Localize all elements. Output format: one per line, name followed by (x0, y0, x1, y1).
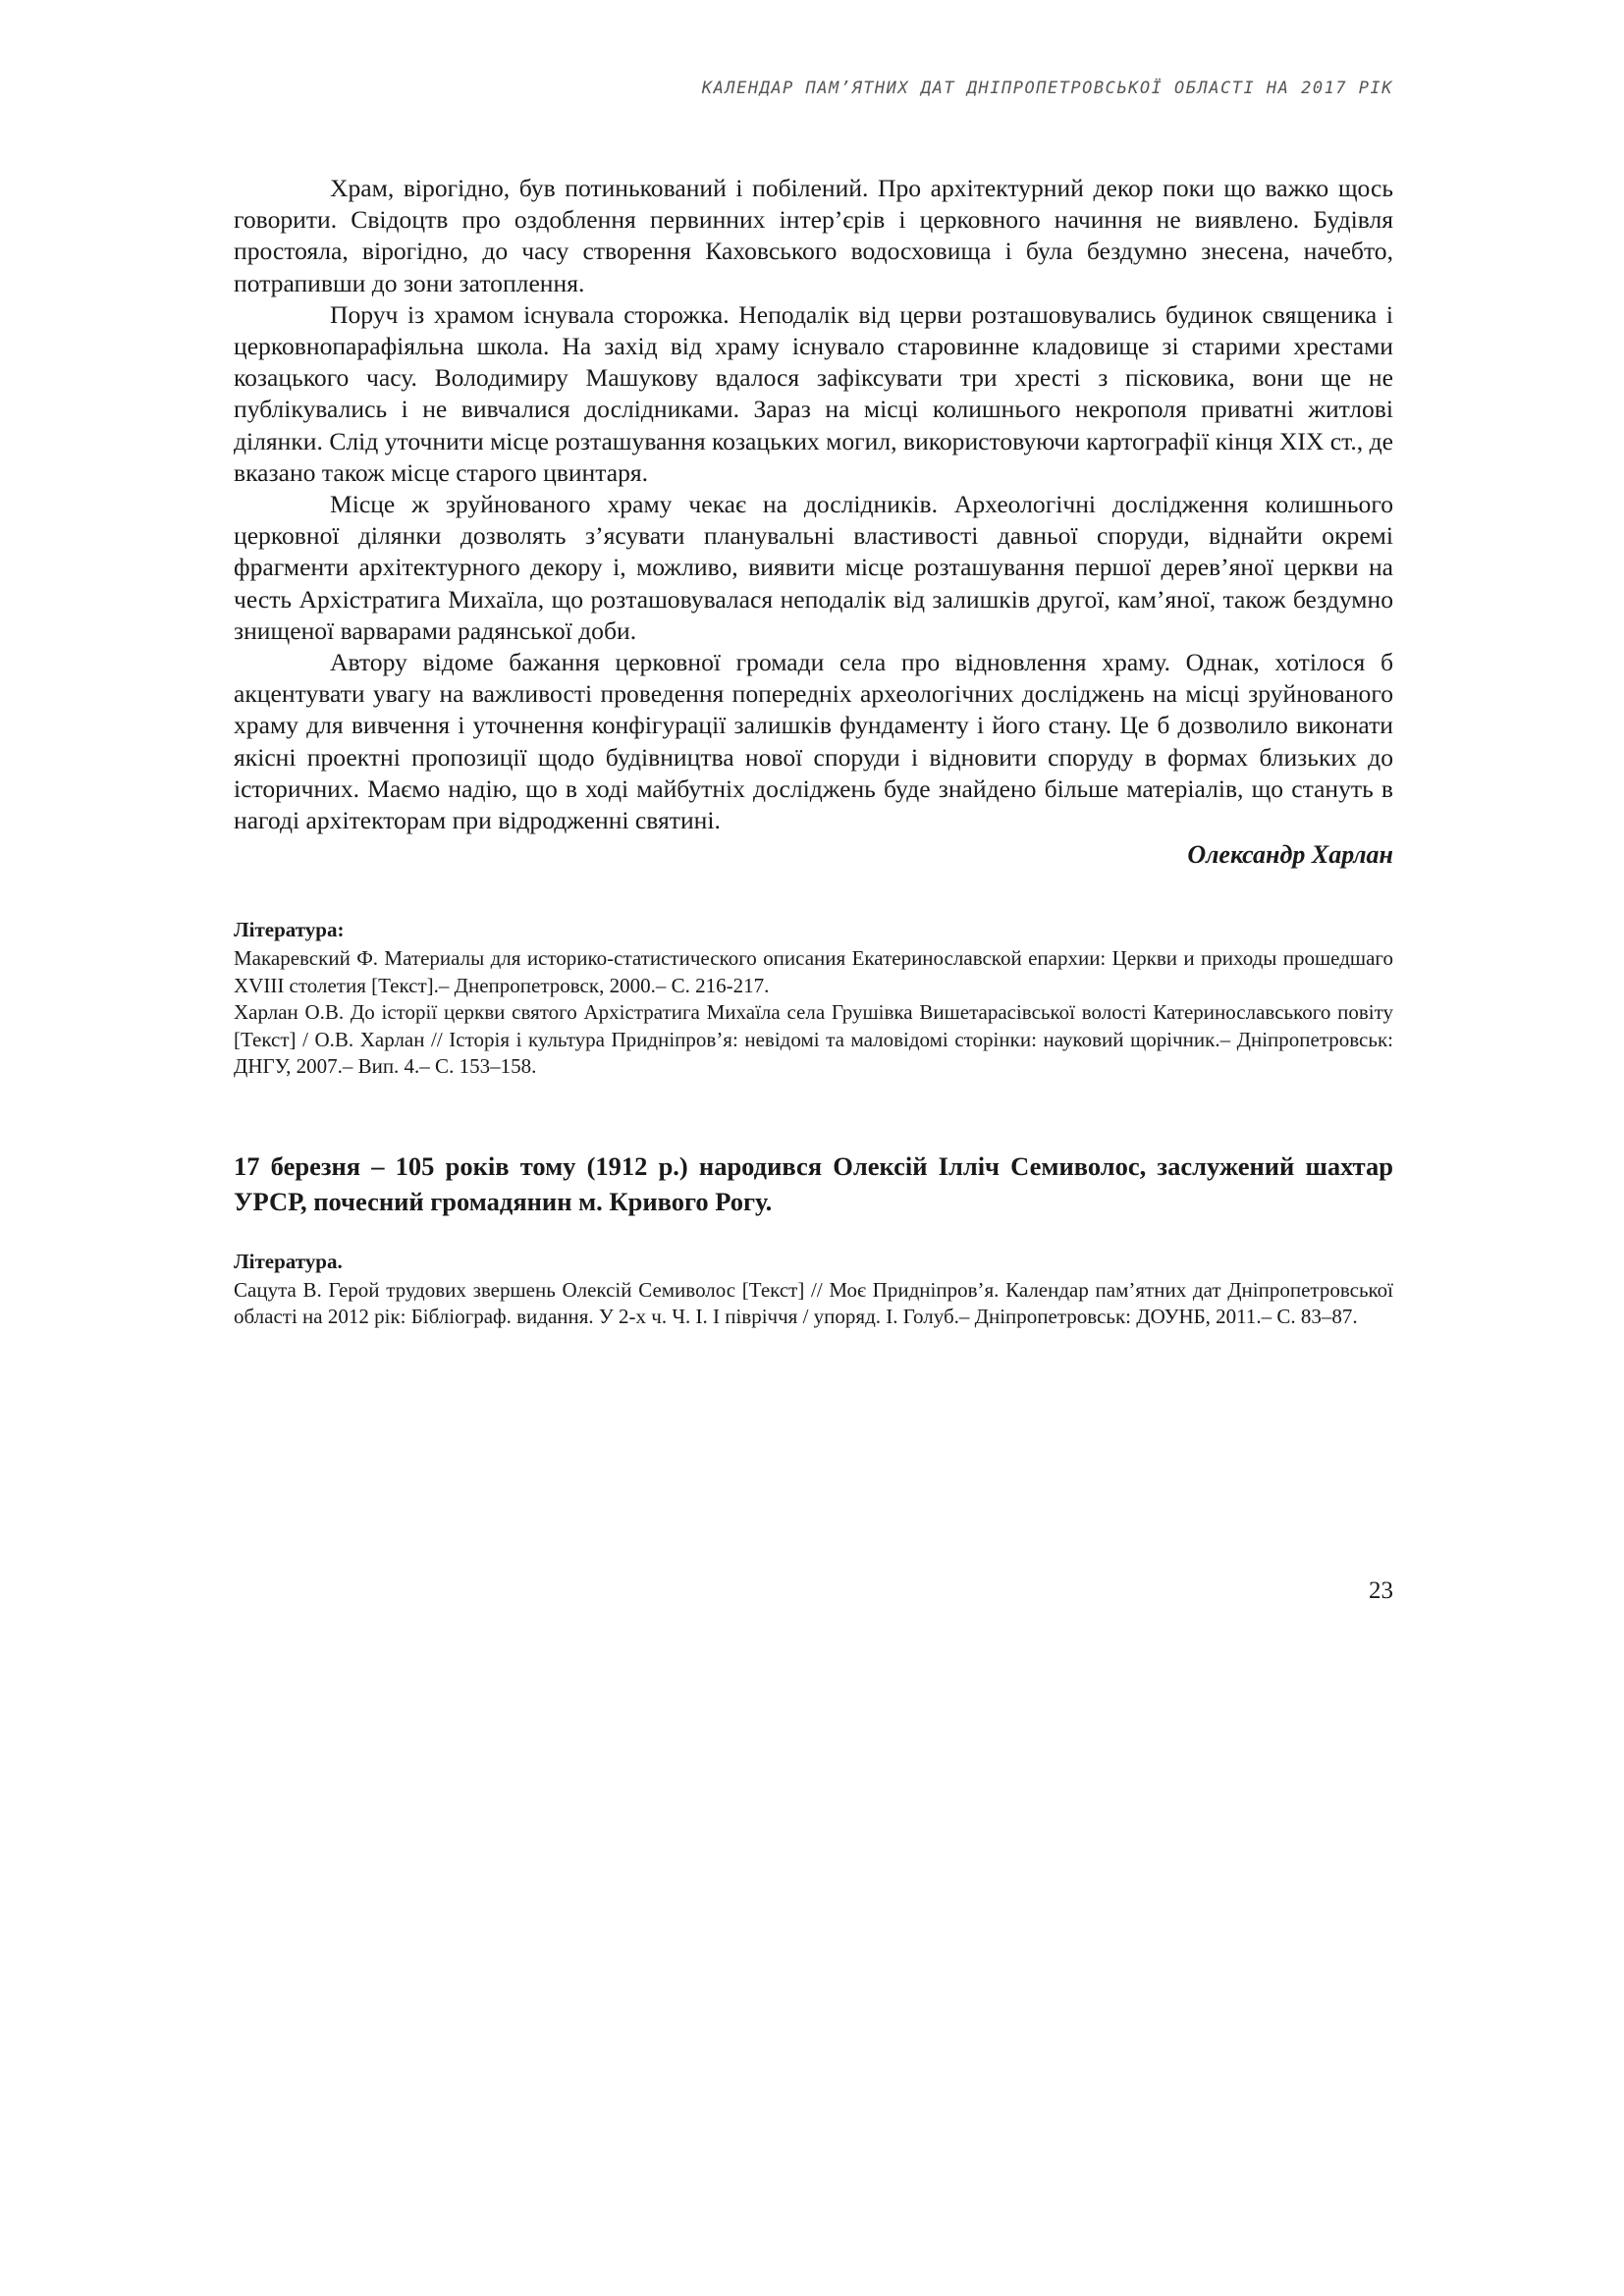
article-paragraph: Храм, вірогідно, був потинькований і побілений. Про архітектурний декор поки що важко щось говорити. Свідоцтв про оздоблення первинних інтер’єрів і церковного начиння не виявлено. Будівля простояла, вірогідно, до часу створення Каховського водосховища і була бездумно знесена, начебто, потрапивши до зони затоплення. (234, 174, 1393, 297)
running-header: КАЛЕНДАР ПАМ’ЯТНИХ ДАТ ДНІПРОПЕТРОВСЬКОЇ ОБЛАСТІ НА 2017 РІК (701, 79, 1393, 98)
article-paragraph: Місце ж зруйнованого храму чекає на дослідників. Археологічні дослідження колишнього церковної ділянки дозволять з’ясувати планувальні властивості давньої споруди, віднайти окремі фрагменти архітектурного декору і, можливо, виявити місце розташування першої дерев’яної церкви на честь Архістратига Михаїла, що розташовувалася неподалік від залишків другої, кам’яної, також бездумно знищеної варварами радянської доби. (234, 490, 1393, 645)
article-paragraph: Поруч із храмом існувала сторожка. Неподалік від церви розташовувались будинок священика і церковнопарафіяльна школа. На захід від храму існувало старовинне кладовище зі старими хрестами козацького часу. Володимиру Машукову вдалося зафіксувати три хресті з пісковика, вони ще не публікувались і не вивчалися дослідниками. Зараз на місці колишнього некрополя приватні житлові ділянки. Слід уточнити місце розташування козацьких могил, використовуючи картографії кінця XIX ст., де вказано також місце старого цвинтаря. (234, 299, 1393, 487)
literature-item: Макаревский Ф. Материалы для историко-статистического описания Екатеринославской епархии: Церкви и приходы прошедшаго XVIII столетия [Текст].– Днепропетровск, 2000.– С. 216-217. (234, 946, 1393, 997)
literature-heading: Література: (234, 918, 345, 942)
entry-heading: 17 березня – 105 років тому (1912 р.) народився Олексій Ілліч Семиволос, заслужений шахтар УРСР, почесний громадянин м. Кривого Рогу. (234, 1150, 1393, 1216)
literature-heading: Література. (234, 1249, 343, 1273)
literature-item: Харлан О.В. До історії церкви святого Архістратига Михаїла села Грушівка Вишетарасівської волості Катеринославського повіту [Текст] / О.В. Харлан // Історія і культура Придніпров’я: невідомі та маловідомі сторінки: науковий щорічник.– Дніпропетровськ: ДНГУ, 2007.– Вип. 4.– С. 153–158. (234, 1000, 1393, 1079)
entry-literature (234, 1249, 1393, 1331)
page-content (234, 173, 1393, 1331)
article-literature (234, 917, 1393, 1081)
page-number: 23 (1369, 1577, 1393, 1604)
article-body (234, 173, 1393, 872)
literature-item: Сацута В. Герой трудових звершень Олексій Семиволос [Текст] // Моє Придніпров’я. Календар пам’ятних дат Дніпропетровської області на 2012 рік: Бібліограф. видання. У 2-х ч. Ч. І. І півріччя / упоряд. І. Голуб.– Дніпропетровськ: ДОУНБ, 2011.– С. 83–87. (234, 1277, 1393, 1329)
calendar-entry (234, 1148, 1393, 1331)
article-author: Олександр Харлан (1187, 840, 1393, 870)
article-paragraph: Автору відоме бажання церковної громади села про відновлення храму. Однак, хотілося б акцентувати увагу на важливості проведення попередніх археологічних досліджень на місці зруйнованого храму для вивчення і уточнення конфігурації залишків фундаменту і його стану. Це б дозволило виконати якісні проектні пропозиції щодо будівництва нової споруди і відновити споруду в формах близьких до історичних. Маємо надію, що в ході майбутніх досліджень буде знайдено більше матеріалів, що стануть в нагоді архітекторам при відродженні святині. (234, 648, 1393, 835)
